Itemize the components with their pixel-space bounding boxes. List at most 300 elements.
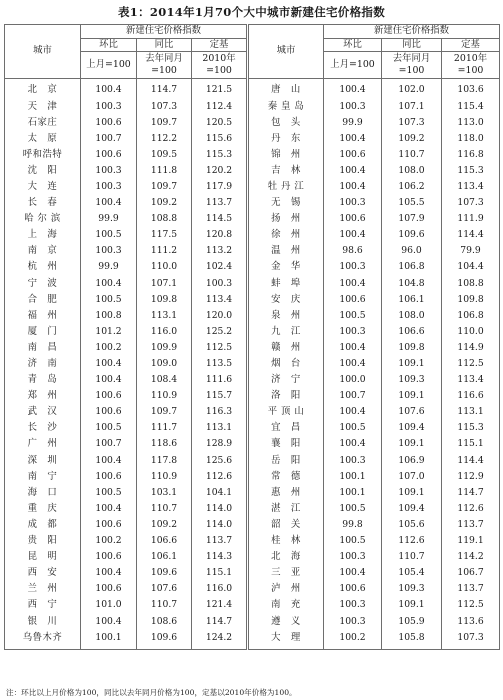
- base-cell: 106.8: [442, 308, 500, 324]
- table-row: [5, 195, 500, 211]
- yoy-cell: 109.1: [382, 388, 442, 404]
- footnote: 注：环比以上月价格为100，同比以去年同月价格为100，定基以2010年价格为100。: [6, 688, 297, 697]
- table-row: [5, 453, 500, 469]
- city-cell: 南 充: [248, 597, 324, 613]
- mom-cell: 100.2: [81, 340, 137, 356]
- city-cell: 昆 明: [5, 549, 81, 565]
- city-cell: 天 津: [5, 99, 81, 115]
- base-cell: 113.4: [442, 372, 500, 388]
- mom-cell: 100.4: [81, 276, 137, 292]
- table-row: [5, 276, 500, 292]
- yoy-cell: 112.6: [382, 533, 442, 549]
- yoy-cell: 105.6: [382, 517, 442, 533]
- mom-cell: 100.7: [324, 388, 382, 404]
- yoy-cell: 106.1: [382, 292, 442, 308]
- base-cell: 114.7: [442, 485, 500, 501]
- table-row: [5, 243, 500, 259]
- base-header-right: 定基: [442, 38, 500, 52]
- city-cell: 秦 皇 岛: [248, 99, 324, 115]
- mom-cell: 100.4: [81, 453, 137, 469]
- base-cell: 102.4: [192, 259, 248, 275]
- mom-cell: 100.7: [81, 131, 137, 147]
- mom-cell: 100.1: [324, 469, 382, 485]
- mom-cell: 100.4: [324, 404, 382, 420]
- city-cell: 贵 阳: [5, 533, 81, 549]
- mom-cell: 100.4: [324, 79, 382, 99]
- city-cell: 蚌 埠: [248, 276, 324, 292]
- yoy-cell: 116.0: [137, 324, 192, 340]
- base-cell: 110.0: [442, 324, 500, 340]
- yoy-cell: 106.6: [382, 324, 442, 340]
- mom-cell: 100.6: [324, 211, 382, 227]
- base-cell: 114.4: [442, 453, 500, 469]
- city-cell: 杭 州: [5, 259, 81, 275]
- city-cell: 北 海: [248, 549, 324, 565]
- index-group-header-left: 新建住宅价格指数: [81, 25, 248, 39]
- city-cell: 哈 尔 滨: [5, 211, 81, 227]
- yoy-cell: 111.8: [137, 163, 192, 179]
- city-cell: 长 春: [5, 195, 81, 211]
- city-cell: 三 亚: [248, 565, 324, 581]
- mom-cell: 100.3: [324, 549, 382, 565]
- city-cell: 上 海: [5, 227, 81, 243]
- city-cell: 惠 州: [248, 485, 324, 501]
- base-cell: 115.1: [192, 565, 248, 581]
- city-cell: 北 京: [5, 79, 81, 99]
- yoy-cell: 109.3: [382, 372, 442, 388]
- table-row: [5, 356, 500, 372]
- city-cell: 深 圳: [5, 453, 81, 469]
- mom-cell: 100.4: [324, 356, 382, 372]
- city-cell: 九 江: [248, 324, 324, 340]
- city-cell: 宁 波: [5, 276, 81, 292]
- yoy-cell: 102.0: [382, 79, 442, 99]
- base-cell: 113.7: [192, 195, 248, 211]
- city-cell: 太 原: [5, 131, 81, 147]
- base-cell: 125.6: [192, 453, 248, 469]
- city-cell: 唐 山: [248, 79, 324, 99]
- mom-cell: 100.3: [81, 179, 137, 195]
- city-cell: 牡 丹 江: [248, 179, 324, 195]
- yoy-cell: 110.9: [137, 469, 192, 485]
- city-cell: 吉 林: [248, 163, 324, 179]
- yoy-cell: 107.9: [382, 211, 442, 227]
- yoy-cell: 107.3: [382, 115, 442, 131]
- base-cell: 115.7: [192, 388, 248, 404]
- city-cell: 岳 阳: [248, 453, 324, 469]
- city-cell: 徐 州: [248, 227, 324, 243]
- yoy-cell: 112.2: [137, 131, 192, 147]
- table-row: [5, 340, 500, 356]
- base-cell: 107.3: [442, 630, 500, 650]
- mom-cell: 100.4: [81, 614, 137, 630]
- table-row: [5, 533, 500, 549]
- table-row: [5, 259, 500, 275]
- yoy-cell: 110.7: [137, 501, 192, 517]
- mom-cell: 100.5: [81, 485, 137, 501]
- table-row: [5, 292, 500, 308]
- base-cell: 113.4: [442, 179, 500, 195]
- city-cell: 金 华: [248, 259, 324, 275]
- city-cell: 兰 州: [5, 581, 81, 597]
- yoy-header-right: 同比: [382, 38, 442, 52]
- table-title: 表1：2014年1月70个大中城市新建住宅价格指数: [117, 5, 385, 19]
- yoy-cell: 105.9: [382, 614, 442, 630]
- city-cell: 武 汉: [5, 404, 81, 420]
- mom-cell: 100.4: [81, 79, 137, 99]
- mom-cell: 100.7: [81, 436, 137, 452]
- city-cell: 无 锡: [248, 195, 324, 211]
- mom-cell: 100.6: [324, 147, 382, 163]
- base-cell: 104.4: [442, 259, 500, 275]
- table-row: [5, 324, 500, 340]
- yoy-cell: 106.2: [382, 179, 442, 195]
- table-row: [5, 501, 500, 517]
- mom-cell: 100.3: [324, 99, 382, 115]
- base-cell: 120.2: [192, 163, 248, 179]
- base-cell: 115.3: [442, 163, 500, 179]
- base-cell: 114.9: [442, 340, 500, 356]
- table-row: [5, 388, 500, 404]
- mom-cell: 100.6: [81, 147, 137, 163]
- base-cell: 113.6: [442, 614, 500, 630]
- base-cell: 112.4: [192, 99, 248, 115]
- base-cell: 113.7: [442, 517, 500, 533]
- city-cell: 西 宁: [5, 597, 81, 613]
- city-cell: 西 安: [5, 565, 81, 581]
- yoy-cell: 111.7: [137, 420, 192, 436]
- base-cell: 112.5: [192, 340, 248, 356]
- city-cell: 福 州: [5, 308, 81, 324]
- table-row: [5, 485, 500, 501]
- yoy-cell: 109.4: [382, 501, 442, 517]
- base-cell: 113.2: [192, 243, 248, 259]
- mom-cell: 100.1: [324, 485, 382, 501]
- base-cell: 112.5: [442, 356, 500, 372]
- base-cell: 114.7: [192, 614, 248, 630]
- yoy-cell: 109.2: [137, 517, 192, 533]
- yoy-cell: 118.6: [137, 436, 192, 452]
- table-row: [5, 469, 500, 485]
- mom-cell: 100.5: [81, 420, 137, 436]
- city-cell: 泉 州: [248, 308, 324, 324]
- base-cell: 114.0: [192, 517, 248, 533]
- mom-header-right: 环比: [324, 38, 382, 52]
- city-cell: 安 庆: [248, 292, 324, 308]
- base-cell: 115.6: [192, 131, 248, 147]
- yoy-cell: 109.6: [137, 630, 192, 650]
- city-cell: 济 南: [5, 356, 81, 372]
- city-cell: 襄 阳: [248, 436, 324, 452]
- mom-cell: 100.4: [324, 565, 382, 581]
- base-cell: 121.5: [192, 79, 248, 99]
- yoy-cell: 109.3: [382, 581, 442, 597]
- table-row: [5, 630, 500, 650]
- city-cell: 赣 州: [248, 340, 324, 356]
- yoy-cell: 105.5: [382, 195, 442, 211]
- yoy-cell: 109.7: [137, 179, 192, 195]
- yoy-cell: 107.6: [382, 404, 442, 420]
- mom-header-left: 环比: [81, 38, 137, 52]
- yoy-cell: 114.7: [137, 79, 192, 99]
- yoy-cell: 109.1: [382, 597, 442, 613]
- yoy-cell: 110.0: [137, 259, 192, 275]
- base-cell: 114.0: [192, 501, 248, 517]
- table-row: [5, 115, 500, 131]
- city-cell: 宜 昌: [248, 420, 324, 436]
- yoy-cell: 113.1: [137, 308, 192, 324]
- table-row: [5, 372, 500, 388]
- base-cell: 118.0: [442, 131, 500, 147]
- mom-cell: 99.8: [324, 517, 382, 533]
- city-cell: 呼和浩特: [5, 147, 81, 163]
- base-cell: 113.1: [192, 420, 248, 436]
- mom-cell: 100.4: [324, 179, 382, 195]
- mom-cell: 100.2: [81, 533, 137, 549]
- mom-cell: 100.0: [324, 372, 382, 388]
- mom-cell: 99.9: [324, 115, 382, 131]
- mom-cell: 100.6: [81, 115, 137, 131]
- table-row: [5, 227, 500, 243]
- mom-cell: 100.5: [81, 227, 137, 243]
- base-header-left: 定基: [192, 38, 248, 52]
- yoy-cell: 109.5: [137, 147, 192, 163]
- base-cell: 112.6: [192, 469, 248, 485]
- yoy-cell: 117.5: [137, 227, 192, 243]
- base-cell: 113.7: [192, 533, 248, 549]
- table-row: [5, 99, 500, 115]
- mom-cell: 100.6: [81, 581, 137, 597]
- yoy-cell: 103.1: [137, 485, 192, 501]
- yoy-cell: 105.8: [382, 630, 442, 650]
- table-body: [5, 79, 500, 649]
- yoy-cell: 108.0: [382, 308, 442, 324]
- city-cell: 石家庄: [5, 115, 81, 131]
- base-cell: 113.1: [442, 404, 500, 420]
- mom-cell: 100.5: [324, 420, 382, 436]
- yoy-cell: 109.8: [137, 292, 192, 308]
- base-cell: 120.5: [192, 115, 248, 131]
- base-cell: 119.1: [442, 533, 500, 549]
- mom-cell: 100.3: [324, 195, 382, 211]
- city-header-left: 城市: [5, 25, 81, 79]
- mom-cell: 101.0: [81, 597, 137, 613]
- mom-cell: 100.4: [324, 131, 382, 147]
- yoy-cell: 107.3: [137, 99, 192, 115]
- mom-cell: 100.4: [324, 227, 382, 243]
- base-cell: 115.4: [442, 99, 500, 115]
- base-cell: 114.2: [442, 549, 500, 565]
- mom-cell: 99.9: [81, 211, 137, 227]
- mom-cell: 101.2: [81, 324, 137, 340]
- base-cell: 107.3: [442, 195, 500, 211]
- yoy-cell: 109.7: [137, 404, 192, 420]
- mom-cell: 100.2: [324, 630, 382, 650]
- yoy-header-left: 同比: [137, 38, 192, 52]
- base-cell: 124.2: [192, 630, 248, 650]
- table-row: [5, 420, 500, 436]
- yoy-cell: 110.7: [137, 597, 192, 613]
- mom-cell: 100.4: [324, 276, 382, 292]
- city-cell: 遵 义: [248, 614, 324, 630]
- mom-cell: 100.4: [81, 565, 137, 581]
- city-cell: 锦 州: [248, 147, 324, 163]
- city-cell: 厦 门: [5, 324, 81, 340]
- mom-cell: 100.6: [81, 549, 137, 565]
- city-cell: 丹 东: [248, 131, 324, 147]
- mom-cell: 100.3: [324, 324, 382, 340]
- yoy-cell: 108.0: [382, 163, 442, 179]
- table-row: [5, 517, 500, 533]
- city-cell: 郑 州: [5, 388, 81, 404]
- mom-cell: 100.1: [81, 630, 137, 650]
- table-row: [5, 581, 500, 597]
- base-cell: 112.9: [442, 469, 500, 485]
- base-cell: 115.3: [192, 147, 248, 163]
- base-cell: 114.4: [442, 227, 500, 243]
- base-cell: 79.9: [442, 243, 500, 259]
- yoy-cell: 110.7: [382, 549, 442, 565]
- table-row: [5, 211, 500, 227]
- base-cell: 113.4: [192, 292, 248, 308]
- table-row: [5, 404, 500, 420]
- table-row: [5, 179, 500, 195]
- table-row: [5, 308, 500, 324]
- city-cell: 南 京: [5, 243, 81, 259]
- city-cell: 银 川: [5, 614, 81, 630]
- city-cell: 沈 阳: [5, 163, 81, 179]
- city-cell: 济 宁: [248, 372, 324, 388]
- base-cell: 115.3: [442, 420, 500, 436]
- yoy-cell: 109.6: [137, 565, 192, 581]
- city-cell: 扬 州: [248, 211, 324, 227]
- yoy-cell: 106.8: [382, 259, 442, 275]
- mom-cell: 100.3: [81, 243, 137, 259]
- city-cell: 南 宁: [5, 469, 81, 485]
- city-cell: 桂 林: [248, 533, 324, 549]
- base-cell: 109.8: [442, 292, 500, 308]
- city-cell: 温 州: [248, 243, 324, 259]
- city-cell: 包 头: [248, 115, 324, 131]
- yoy-cell: 96.0: [382, 243, 442, 259]
- yoy-cell: 109.1: [382, 436, 442, 452]
- city-cell: 重 庆: [5, 501, 81, 517]
- table-row: [5, 565, 500, 581]
- base-cell: 116.6: [442, 388, 500, 404]
- base-sub-left: 2010年=100: [192, 52, 248, 79]
- mom-cell: 100.3: [81, 163, 137, 179]
- mom-cell: 100.4: [324, 340, 382, 356]
- yoy-cell: 117.8: [137, 453, 192, 469]
- mom-cell: 100.3: [324, 259, 382, 275]
- base-cell: 114.5: [192, 211, 248, 227]
- table-row: [5, 614, 500, 630]
- yoy-cell: 107.0: [382, 469, 442, 485]
- yoy-cell: 109.1: [382, 356, 442, 372]
- yoy-cell: 108.8: [137, 211, 192, 227]
- city-cell: 广 州: [5, 436, 81, 452]
- price-index-table: [4, 24, 500, 650]
- base-cell: 108.8: [442, 276, 500, 292]
- mom-cell: 100.4: [324, 436, 382, 452]
- base-cell: 106.7: [442, 565, 500, 581]
- city-cell: 烟 台: [248, 356, 324, 372]
- yoy-cell: 104.8: [382, 276, 442, 292]
- mom-cell: 100.8: [81, 308, 137, 324]
- mom-cell: 100.3: [81, 99, 137, 115]
- yoy-cell: 108.6: [137, 614, 192, 630]
- city-cell: 大 理: [248, 630, 324, 650]
- mom-cell: 100.4: [81, 195, 137, 211]
- yoy-sub-left: 去年同月=100: [137, 52, 192, 79]
- yoy-cell: 110.7: [382, 147, 442, 163]
- base-cell: 116.0: [192, 581, 248, 597]
- mom-cell: 100.5: [324, 308, 382, 324]
- yoy-cell: 109.8: [382, 340, 442, 356]
- yoy-cell: 106.6: [137, 533, 192, 549]
- city-cell: 海 口: [5, 485, 81, 501]
- city-cell: 平 顶 山: [248, 404, 324, 420]
- mom-cell: 100.4: [81, 372, 137, 388]
- mom-cell: 100.6: [81, 517, 137, 533]
- base-sub-right: 2010年=100: [442, 52, 500, 79]
- base-cell: 117.9: [192, 179, 248, 195]
- city-header-right: 城市: [248, 25, 324, 79]
- table-row: [5, 79, 500, 99]
- base-cell: 103.6: [442, 79, 500, 99]
- yoy-cell: 109.0: [137, 356, 192, 372]
- base-cell: 114.3: [192, 549, 248, 565]
- mom-sub-left: 上月=100: [81, 52, 137, 79]
- mom-cell: 100.6: [324, 292, 382, 308]
- base-cell: 113.0: [442, 115, 500, 131]
- mom-cell: 100.5: [81, 292, 137, 308]
- mom-cell: 100.5: [324, 533, 382, 549]
- yoy-cell: 106.1: [137, 549, 192, 565]
- base-cell: 111.9: [442, 211, 500, 227]
- table-row: [5, 549, 500, 565]
- mom-cell: 100.6: [81, 388, 137, 404]
- mom-cell: 98.6: [324, 243, 382, 259]
- base-cell: 104.1: [192, 485, 248, 501]
- base-cell: 120.0: [192, 308, 248, 324]
- city-cell: 乌鲁木齐: [5, 630, 81, 650]
- base-cell: 120.8: [192, 227, 248, 243]
- yoy-cell: 109.2: [137, 195, 192, 211]
- table-row: [5, 147, 500, 163]
- city-cell: 长 沙: [5, 420, 81, 436]
- city-cell: 青 岛: [5, 372, 81, 388]
- mom-cell: 100.3: [324, 614, 382, 630]
- base-cell: 128.9: [192, 436, 248, 452]
- city-cell: 韶 关: [248, 517, 324, 533]
- base-cell: 112.6: [442, 501, 500, 517]
- mom-cell: 100.5: [324, 501, 382, 517]
- table-row: [5, 163, 500, 179]
- yoy-cell: 110.9: [137, 388, 192, 404]
- base-cell: 112.5: [442, 597, 500, 613]
- mom-cell: 100.6: [81, 404, 137, 420]
- yoy-cell: 107.6: [137, 581, 192, 597]
- index-group-header-right: 新建住宅价格指数: [324, 25, 500, 39]
- table-row: [5, 597, 500, 613]
- base-cell: 113.7: [442, 581, 500, 597]
- city-cell: 南 昌: [5, 340, 81, 356]
- yoy-cell: 109.2: [382, 131, 442, 147]
- city-cell: 湛 江: [248, 501, 324, 517]
- yoy-cell: 106.9: [382, 453, 442, 469]
- yoy-cell: 109.7: [137, 115, 192, 131]
